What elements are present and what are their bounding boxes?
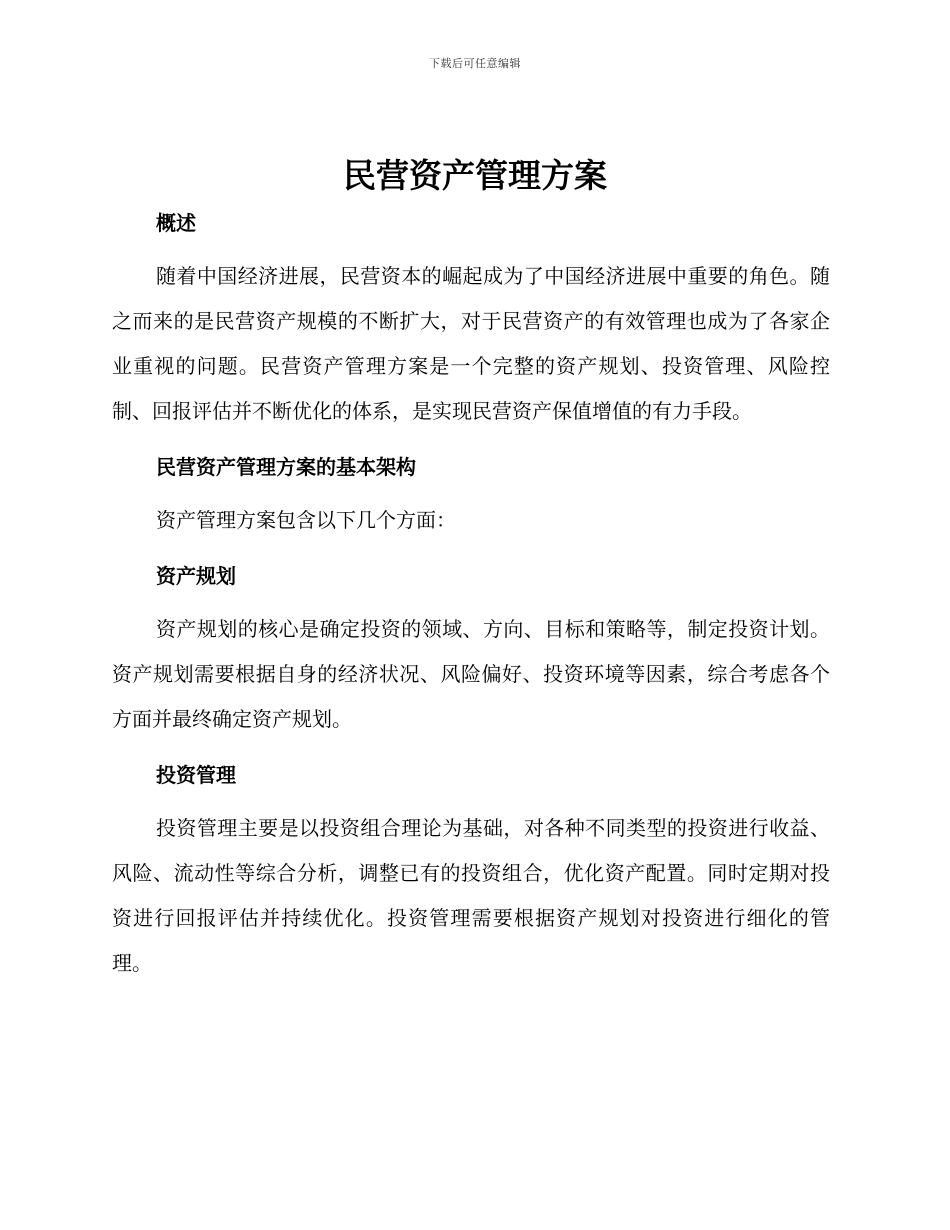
- paragraph-architecture: 资产管理方案包含以下几个方面：: [156, 508, 456, 532]
- paragraph-planning: 资产规划的核心是确定投资的领域、方向、目标和策略等，制定投资计划。资产规划需要根据自身的经济状况、风险偏好、投资环境等因素，综合考虑各个方面并最终确定资产规划。: [112, 617, 830, 731]
- section-heading-architecture: 民营资产管理方案的基本架构: [156, 455, 416, 479]
- document-body: [112, 204, 830, 986]
- section-heading-overview: 概述: [156, 211, 196, 235]
- page-header-note: 下载后可任意编辑: [429, 57, 521, 70]
- document-title: 民营资产管理方案: [343, 156, 607, 195]
- section-heading-planning: 资产规划: [156, 564, 236, 588]
- paragraph-investment: 投资管理主要是以投资组合理论为基础，对各种不同类型的投资进行收益、风险、流动性等综合分析，调整已有的投资组合，优化资产配置。同时定期对投资进行回报评估并持续优化。投资管理需要根据资产规划对投资进行细化的管理。: [112, 816, 830, 975]
- section-heading-investment: 投资管理: [156, 763, 236, 787]
- paragraph-overview: 随着中国经济进展，民营资本的崛起成为了中国经济进展中重要的角色。随之而来的是民营资产规模的不断扩大，对于民营资产的有效管理也成为了各家企业重视的问题。民营资产管理方案是一个完整的资产规划、投资管理、风险控制、回报评估并不断优化的体系，是实现民营资产保值增值的有力手段。: [112, 264, 830, 423]
